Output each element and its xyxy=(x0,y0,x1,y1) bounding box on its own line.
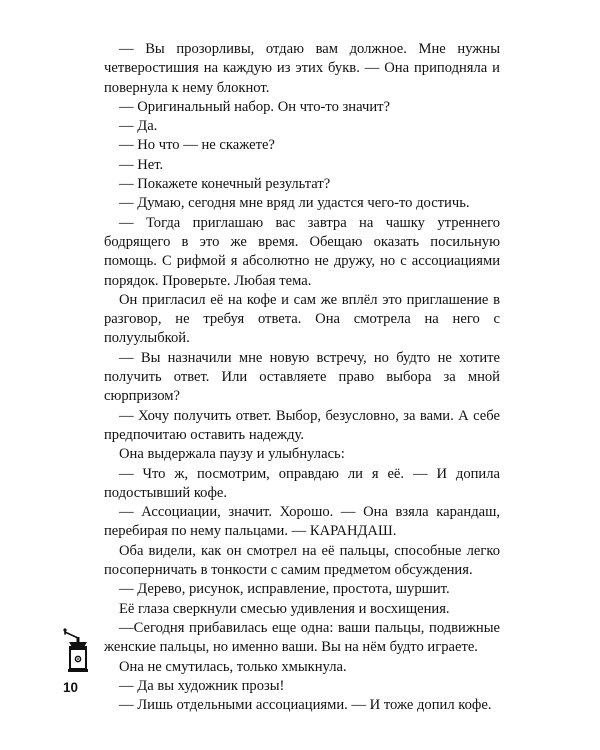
paragraph: — Вы назначили мне новую встречу, но будто не хотите получить ответ. Или оставляете право выбора за мной сюрпризом? xyxy=(104,349,500,405)
paragraph: — Да вы художник прозы! xyxy=(119,677,285,694)
paragraph: — Да. xyxy=(119,118,158,135)
paragraph: — Тогда приглашаю вас завтра на чашку утреннего бодрящего в это же время. Обещаю оказать посильную помощь. С рифмой я абсолютно не дружу, но с ассоциациями порядок. Проверьте. Любая тема. xyxy=(104,214,500,289)
paragraph: — Думаю, сегодня мне вряд ли удастся чего-то достичь. xyxy=(119,195,470,212)
page-text-column xyxy=(104,40,500,715)
paragraph: Оба видели, как он смотрел на её пальцы, способные легко посоперничать в тонкости с самим предметом обсуждения. xyxy=(104,542,500,579)
paragraph: — Хочу получить ответ. Выбор, безусловно, за вами. А себе предпочитаю оставить надежду. xyxy=(104,407,500,443)
paragraph: —Сегодня прибавилась еще одна: ваши пальцы, подвижные женские пальцы, но именно ваши. Вы на нём будто играете. xyxy=(104,619,500,656)
paragraph: — Но что — не скажете? xyxy=(119,137,275,154)
paragraph: Он пригласил её на кофе и сам же вплёл это приглашение в разговор, не требуя ответа. Она смотрела на него с полуулыбкой. xyxy=(104,291,500,347)
paragraph: — Дерево, рисунок, исправление, простота, шуршит. xyxy=(119,581,450,598)
paragraph: — Ассоциации, значит. Хорошо. — Она взяла карандаш, перебирая по нему пальцами. — КАРАНДАШ. xyxy=(104,504,500,540)
paragraph: Её глаза сверкнули смесью удивления и восхищения. xyxy=(119,600,450,617)
coffee-grinder-icon xyxy=(62,628,94,676)
paragraph: Она не смутилась, только хмыкнула. xyxy=(119,658,347,675)
paragraph: — Оригинальный набор. Он что-то значит? xyxy=(119,98,390,115)
paragraph: Она выдержала паузу и улыбнулась: xyxy=(119,446,345,463)
paragraph: — Что ж, посмотрим, оправдаю ли я её. — И допила подостывший кофе. xyxy=(104,465,500,501)
page-number: 10 xyxy=(63,680,79,695)
paragraph: — Вы прозорливы, отдаю вам должное. Мне нужны четверостишия на каждую из этих букв. — Она приподняла и повернула к нему блокнот. xyxy=(104,41,500,96)
paragraph: — Нет. xyxy=(119,156,164,173)
paragraph: — Лишь отдельными ассоциациями. — И тоже допил кофе. xyxy=(119,697,492,714)
paragraph: — Покажете конечный результат? xyxy=(119,176,331,193)
